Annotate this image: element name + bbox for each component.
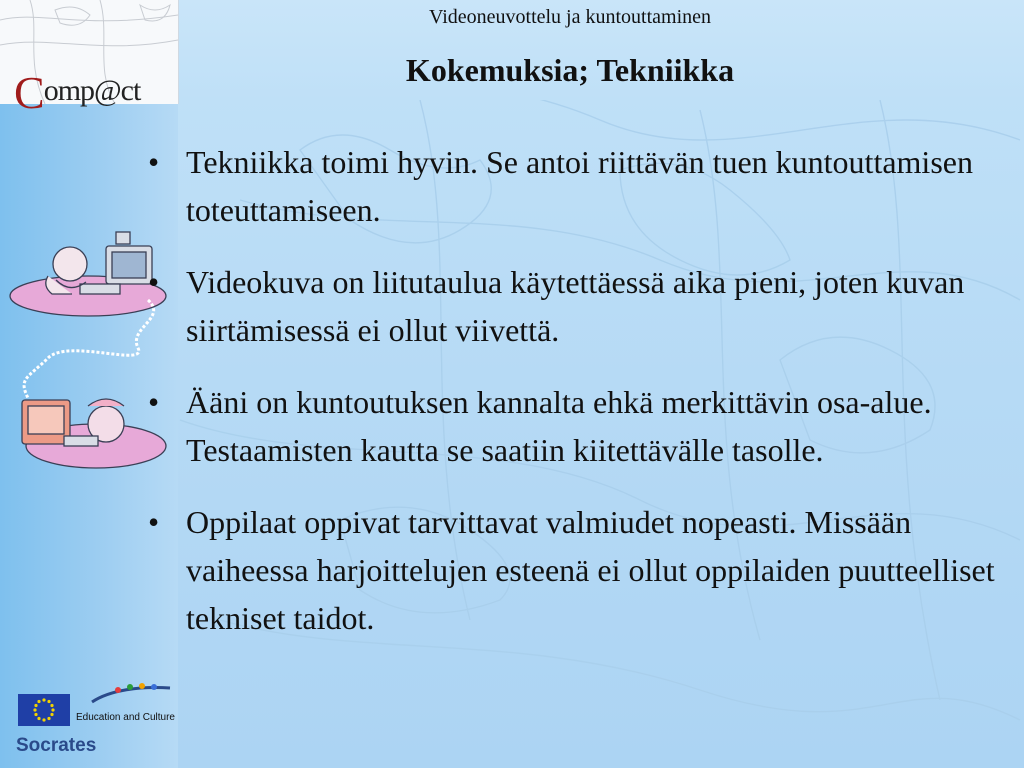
logo-wordmark: [14, 58, 141, 118]
slide-title: Kokemuksia; Tekniikka: [405, 52, 735, 88]
bullet-item: [140, 498, 1020, 642]
bullet-text: Ääni on kuntoutuksen kannalta ehkä merkittävin osa-alue. Testaamisten kautta se saatiin kiitettävälle tasolle.: [186, 384, 932, 468]
logo-initial: C: [14, 67, 44, 118]
education-culture-label: Education and Culture: [76, 712, 175, 723]
socrates-label: Socrates: [16, 735, 97, 756]
bullet-marker: •: [148, 264, 160, 300]
bullet-text: Videokuva on liitutaulua käytettäessä aika pieni, joten kuvan siirtämisessä ei ollut viivettä.: [186, 264, 965, 348]
bullet-item: [140, 138, 1020, 234]
eu-flag-icon: [18, 694, 70, 726]
bullet-text: Oppilaat oppivat tarvittavat valmiudet nopeasti. Missään vaiheessa harjoittelujen esteenä ei ollut oppilaiden puutteelliset tekniset taidot.: [186, 504, 995, 636]
bullet-list: [140, 138, 1020, 666]
bullet-marker: •: [148, 384, 160, 420]
people-swoosh-icon: [90, 682, 174, 706]
bullet-text: Tekniikka toimi hyvin. Se antoi riittävän tuen kuntouttamisen toteuttamiseen.: [186, 144, 973, 228]
bullet-item: [140, 258, 1020, 354]
bullet-marker: •: [148, 144, 160, 180]
compact-logo: [0, 0, 179, 118]
bullet-item: [140, 378, 1020, 474]
bullet-marker: •: [148, 504, 160, 540]
eu-socrates-logo: [10, 680, 180, 765]
presentation-subtitle: Videoneuvottelu ja kuntouttaminen: [428, 6, 712, 28]
logo-rest: omp@ct: [43, 74, 141, 107]
